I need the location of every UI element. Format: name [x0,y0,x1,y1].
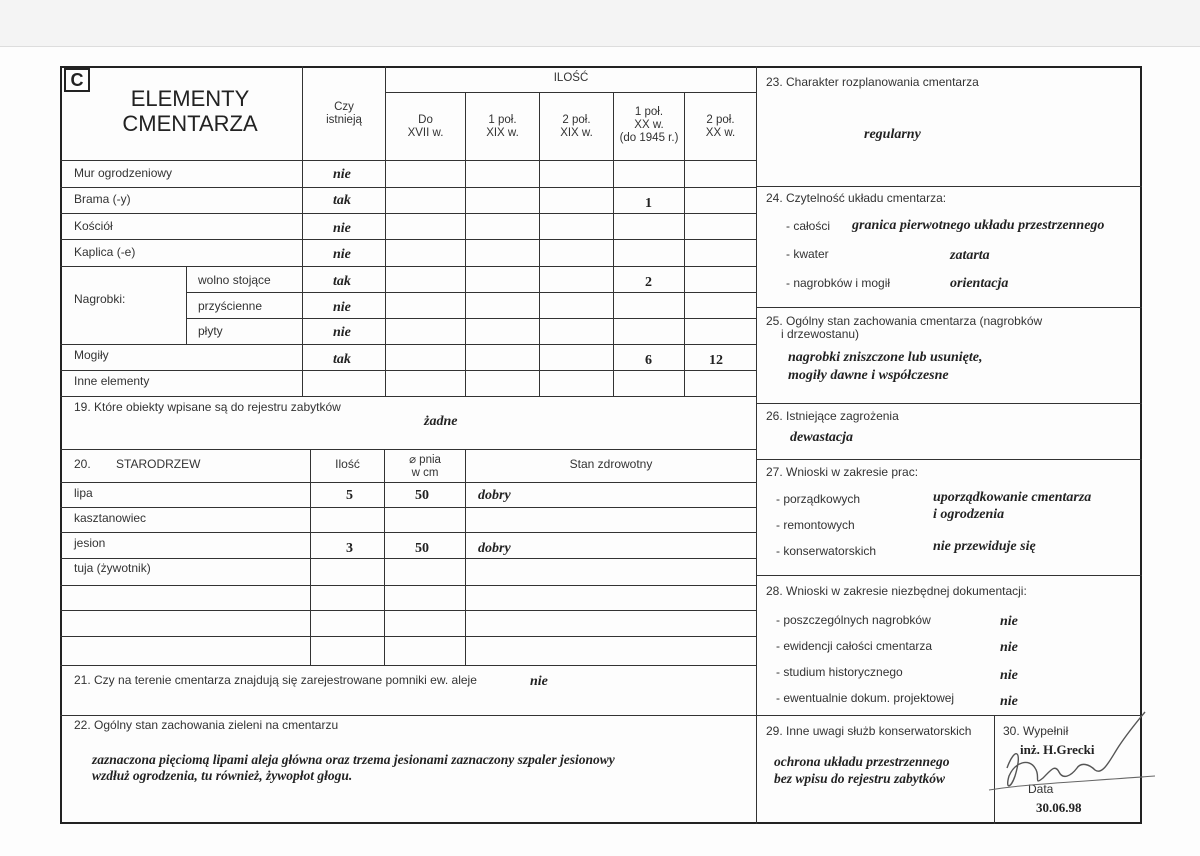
period-line: XX w. [634,119,664,131]
row-label-przyscienne: przyścienne [198,299,263,313]
row-divider [385,92,756,93]
form-title [110,86,270,136]
row-divider [60,610,756,611]
s19-value: żadne [424,414,458,429]
row-divider [60,532,756,533]
quantity-value: 1 [645,196,652,211]
s22-label: 22. Ogólny stan zachowania zieleni na cmentarzu [74,718,339,732]
s22-line1: zaznaczona pięciomą lipami aleja główna oraz trzema jesionami zaznaczony szpaler jesionowy [92,752,615,767]
row-divider [60,449,756,450]
period-line: 2 poł. [562,114,591,126]
row-divider [60,370,756,371]
row-divider [756,459,1142,460]
row-label-inne: Inne elementy [74,374,150,388]
exists-value: nie [333,221,351,236]
s26-label: 26. Istniejące zagrożenia [766,409,899,423]
row-label-plyty: płyty [198,324,223,338]
period-line: (do 1945 r.) [619,132,679,144]
column-divider [186,266,187,344]
row-divider [60,636,756,637]
row-divider [756,186,1142,187]
header-czy-line2: istnieją [326,114,362,126]
s28-item-value: nie [1000,668,1018,683]
row-label-wolno-stojace: wolno stojące [198,273,271,287]
form-title-line1: ELEMENTY [130,86,250,111]
row-label-kosciol: Kościół [74,219,113,233]
quantity-value: 12 [709,353,723,368]
header-czy-istnieja [303,101,385,127]
row-divider [60,507,756,508]
period-line: 1 poł. [634,106,664,118]
s25-label: 25. Ogólny stan zachowania cmentarza (nagrobków [766,314,1043,328]
section-letter: C [64,68,90,92]
row-divider [60,665,756,666]
s29-line2: bez wpisu do rejestru zabytków [774,771,946,786]
row-divider [60,344,756,345]
s20-col-ilosc: Ilość [335,457,360,471]
tree-ilosc: 3 [346,541,353,556]
row-divider [60,585,756,586]
header-period-0 [386,114,465,140]
row-divider [756,575,1142,576]
s24-label: 24. Czytelność układu cmentarza: [766,191,947,205]
row-label-nagrobki: Nagrobki: [74,292,126,306]
s30-name: inż. H.Grecki [1020,742,1095,757]
tree-name: kasztanowiec [74,511,147,525]
s26-value: dewastacja [790,430,853,445]
row-divider [756,403,1142,404]
s21-label: 21. Czy na terenie cmentarza znajdują się zarejestrowane pomniki ew. aleje [74,673,477,687]
s30-date: 30.06.98 [1036,800,1082,815]
row-divider [60,187,756,188]
s29-label: 29. Inne uwagi służb konserwatorskich [766,724,972,738]
s24-item-label: - nagrobków i mogił [786,276,891,290]
s27-item: - porządkowych [776,492,861,506]
s20-col-pnia-line: w cm [411,467,439,479]
row-divider [60,160,756,161]
s30-date-label: Data [1028,782,1054,796]
s20-number: 20. [74,457,91,471]
s25-label-cont: i drzewostanu) [781,327,860,341]
header-ilosc: ILOŚĆ [553,72,589,84]
column-divider [756,66,757,824]
s27-item: - remontowych [776,518,855,532]
tree-pnia: 50 [415,541,429,556]
s22-line2: wzdłuż ogrodzenia, tu również, żywopłot głogu. [92,768,353,783]
row-divider [60,715,1142,716]
header-period-4 [685,114,756,140]
s24-item-label: - całości [786,219,831,233]
period-line: Do [418,114,433,126]
period-line: XIX w. [560,127,593,139]
row-divider [60,213,756,214]
period-line: 1 poł. [488,114,517,126]
period-line: XVII w. [407,127,444,139]
row-divider [60,239,756,240]
tree-name: lipa [74,486,93,500]
row-divider [186,318,756,319]
period-line: XIX w. [486,127,519,139]
form-title-line2: CMENTARZA [122,111,258,136]
exists-value: tak [333,193,351,208]
exists-value: nie [333,167,351,182]
quantity-value: 2 [645,275,652,290]
tree-stan: dobry [478,488,511,503]
s24-item-value: zatarta [950,248,990,263]
s20-col-pnia [385,454,465,480]
s25-line1: nagrobki zniszczone lub usunięte, [788,350,983,365]
s20-title: STARODRZEW [116,457,201,471]
row-divider [60,482,756,483]
s27-value-line1: uporządkowanie cmentarza [933,490,1092,505]
s24-item-label: - kwater [786,247,829,261]
period-line: XX w. [705,127,736,139]
exists-value: nie [333,300,351,315]
s23-value: regularny [864,127,921,142]
s28-item-label: - poszczególnych nagrobków [776,613,931,627]
row-divider [186,292,756,293]
s28-label: 28. Wnioski w zakresie niezbędnej dokumentacji: [766,584,1027,598]
exists-value: tak [333,274,351,289]
exists-value: nie [333,325,351,340]
quantity-value: 6 [645,353,652,368]
period-line: 2 poł. [706,114,735,126]
row-divider [60,558,756,559]
exists-value: tak [333,352,351,367]
s20-col-stan: Stan zdrowotny [569,457,653,471]
header-period-2 [540,114,613,140]
tree-pnia: 50 [415,488,429,503]
s27-item: - konserwatorskich [776,544,877,558]
s29-line1: ochrona układu przestrzennego [774,754,950,769]
s19-label: 19. Które obiekty wpisane są do rejestru zabytków [74,400,341,414]
row-label-mogily: Mogiły [74,348,109,362]
header-czy-line1: Czy [334,101,354,113]
scan-top-strip [0,0,1200,47]
s28-item-label: - ewentualnie dokum. projektowej [776,691,955,705]
s21-value: nie [530,674,548,689]
tree-name: tuja (żywotnik) [74,561,151,575]
s28-item-value: nie [1000,694,1018,709]
s24-item-value: orientacja [950,276,1009,291]
s24-item-value: granica pierwotnego układu przestrzennego [852,218,1105,233]
row-label-mur: Mur ogrodzeniowy [74,166,173,180]
header-period-1 [466,114,539,140]
s27-value-konserw: nie przewiduje się [933,539,1036,554]
s20-col-pnia-line: ⌀ pnia [409,454,441,466]
form-frame [60,66,1142,824]
signature-icon [985,706,1165,802]
s23-label: 23. Charakter rozplanowania cmentarza [766,75,979,89]
s28-item-value: nie [1000,640,1018,655]
s28-item-value: nie [1000,614,1018,629]
tree-stan: dobry [478,541,511,556]
s27-value-line2: i ogrodzenia [933,507,1005,522]
tree-ilosc: 5 [346,488,353,503]
s28-item-label: - studium historycznego [776,665,903,679]
s30-label: 30. Wypełnił [1003,724,1069,738]
s25-line2: mogiły dawne i współczesne [788,368,949,383]
row-label-brama: Brama (-y) [74,192,131,206]
tree-name: jesion [74,536,106,550]
s28-item-label: - ewidencji całości cmentarza [776,639,933,653]
exists-value: nie [333,247,351,262]
row-divider [60,396,756,397]
row-divider [756,307,1142,308]
s27-label: 27. Wnioski w zakresie prac: [766,465,919,479]
header-period-3 [614,106,684,145]
row-divider [60,266,756,267]
row-label-kaplica: Kaplica (-e) [74,245,136,259]
